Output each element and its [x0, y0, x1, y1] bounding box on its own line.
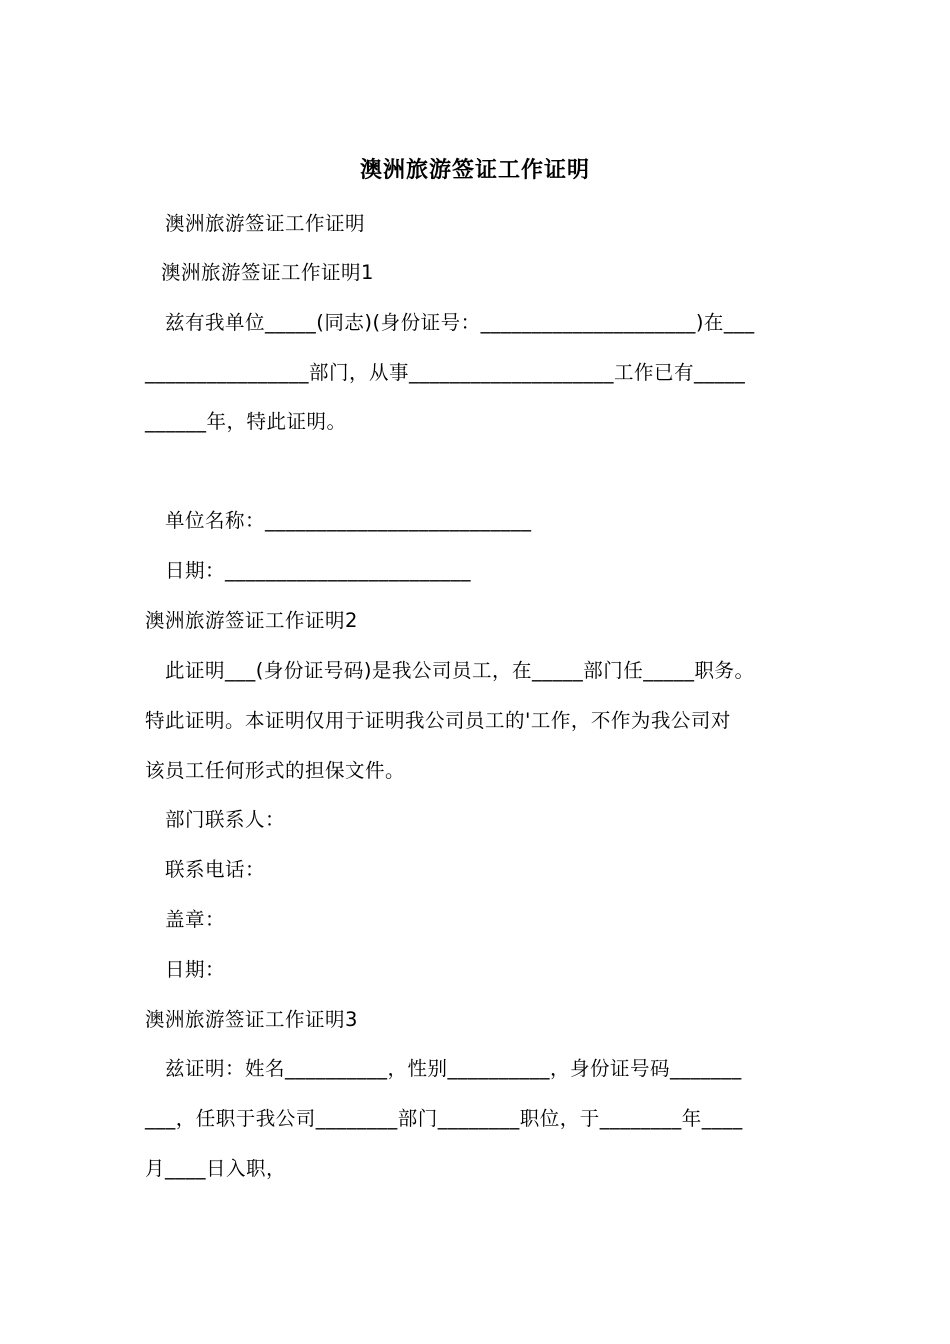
section-1-body-line: 兹有我单位_____(同志)(身份证号：_____________________)在___ — [165, 311, 755, 334]
seal-label: 盖章： — [165, 908, 226, 931]
section-1-heading: 澳洲旅游签证工作证明1 — [161, 261, 374, 284]
section-2-body-line: 此证明___(身份证号码)是我公司员工，在_____部门任_____职务。 — [165, 659, 755, 682]
date-label: 日期： — [165, 958, 226, 981]
section-2-heading: 澳洲旅游签证工作证明2 — [145, 609, 358, 632]
contact-phone-label: 联系电话： — [165, 858, 266, 881]
section-3-body-line: 兹证明：姓名__________，性别__________，身份证号码_______ — [165, 1057, 742, 1080]
document-title: 澳洲旅游签证工作证明 — [359, 157, 590, 183]
section-3-body-line: ___，任职于我公司________部门________职位，于________年____ — [145, 1107, 743, 1130]
section-3-heading: 澳洲旅游签证工作证明3 — [145, 1008, 358, 1031]
unit-name-field: 单位名称：__________________________ — [165, 509, 532, 532]
section-2-body-line: 该员工任何形式的担保文件。 — [145, 759, 406, 782]
date-field: 日期：________________________ — [165, 559, 472, 582]
section-2-body-line: 特此证明。本证明仅用于证明我公司员工的'工作，不作为我公司对 — [145, 709, 731, 732]
section-1-body-line: ________________部门，从事____________________工作已有_____ — [145, 361, 746, 384]
section-1-body-line: ______年，特此证明。 — [145, 410, 347, 433]
document-subtitle: 澳洲旅游签证工作证明 — [165, 212, 366, 235]
section-3-body-line: 月____日入职， — [145, 1157, 287, 1180]
contact-person-label: 部门联系人： — [165, 808, 286, 831]
